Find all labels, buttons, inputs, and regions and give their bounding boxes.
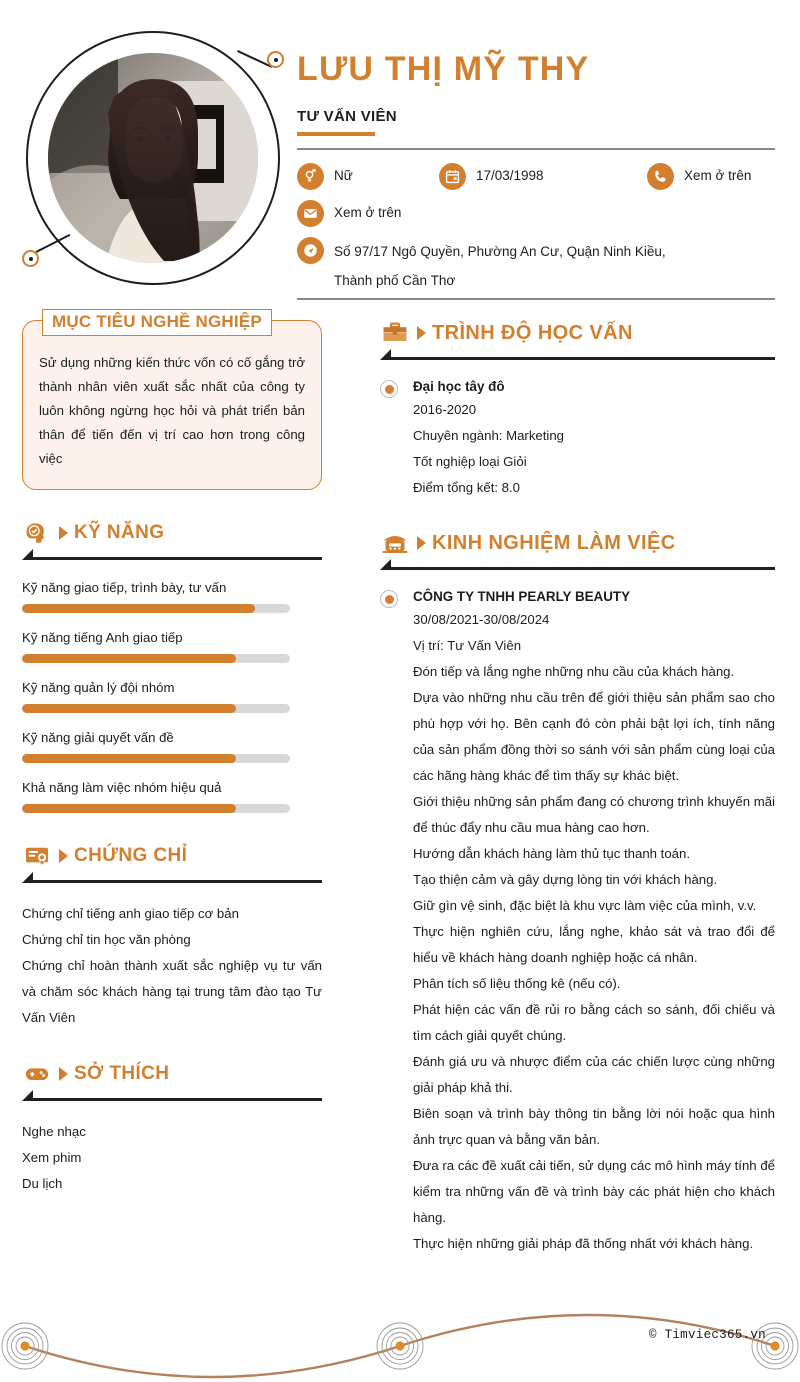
career-objective-title: MỤC TIÊU NGHỀ NGHIỆP xyxy=(42,309,272,336)
contact-gender xyxy=(297,163,439,190)
experience-position: Vị trí: Tư Vấn Viên xyxy=(413,638,522,653)
header-divider xyxy=(297,148,775,150)
skill-item xyxy=(22,630,322,663)
experience-duty: Hướng dẫn khách hàng làm thủ tục thanh toán. xyxy=(413,846,691,861)
page-title: LƯU THỊ MỸ THY xyxy=(297,50,590,88)
contact-phone[interactable] xyxy=(647,163,751,190)
rule-bar xyxy=(390,567,775,570)
skills-head-icon xyxy=(22,520,52,546)
career-objective-box xyxy=(22,320,322,490)
list-item: Nghe nhạc xyxy=(22,1124,86,1139)
list-item: Chứng chỉ tiếng anh giao tiếp cơ bản xyxy=(22,906,239,921)
certificates-rule xyxy=(22,873,322,886)
hobbies-list xyxy=(22,1119,322,1197)
experience-duty: Thực hiện những giải pháp đã thống nhất với khách hàng. xyxy=(413,1236,754,1251)
cv-footer xyxy=(0,1302,800,1382)
experience-duty: Thực hiện nghiên cứu, lắng nghe, khảo sát và trao đổi để hiểu về khách hàng doanh nghiệp hoặc cá nhân. xyxy=(413,924,775,965)
avatar xyxy=(22,27,284,289)
experience-duty: Phát hiện các vấn đề rủi ro bằng cách so sánh, đối chiếu và tìm cách giải quyết chúng. xyxy=(413,1002,775,1043)
skill-item xyxy=(22,780,322,813)
skill-track xyxy=(22,604,290,613)
education-detail: Điểm tổng kết: 8.0 xyxy=(413,480,521,495)
skill-fill xyxy=(22,754,236,763)
skill-track xyxy=(22,754,290,763)
education-entry xyxy=(380,377,775,501)
experience-duty: Tạo thiện cảm và gây dựng lòng tin với khách hàng. xyxy=(413,872,718,887)
certificates-section xyxy=(22,841,322,1031)
contact-address xyxy=(297,237,666,295)
title-underline xyxy=(297,132,375,136)
footer-wave-decoration xyxy=(0,1302,800,1382)
skills-title: KỸ NĂNG xyxy=(74,522,165,543)
skill-track xyxy=(22,704,290,713)
experience-head-icon xyxy=(380,530,410,556)
experience-section xyxy=(380,528,775,1257)
certificate-head-icon xyxy=(22,843,52,869)
certificates-arrow-icon xyxy=(59,849,68,863)
experience-duty: Dựa vào những nhu cầu trên để giới thiệu sản phẩm sao cho phù hợp với họ. Bên cạnh đó còn phải bật lợi ích, tính năng của sản phẩm đồng thời so sánh với sản phẩm cùng loại của các hãng hàng khác để tìm thấy sự khác biệt. xyxy=(413,690,775,783)
skill-label: Kỹ năng giao tiếp, trình bày, tư vấn xyxy=(22,580,227,595)
hobby-head-icon xyxy=(22,1061,52,1087)
career-objective-text: Sử dụng những kiến thức vốn có cố gắng trở thành nhân viên xuất sắc nhất của công ty luôn không ngừng học hỏi và phát triển bản thân để tiến đến vị trí cao hơn trong công việc xyxy=(39,355,305,466)
skill-fill xyxy=(22,654,236,663)
education-detail: Tốt nghiệp loại Giỏi xyxy=(413,454,527,469)
avatar-node-bottom-icon xyxy=(22,250,39,267)
hobbies-arrow-icon xyxy=(59,1067,68,1081)
hobbies-title: SỞ THÍCH xyxy=(74,1063,170,1084)
education-detail: Chuyên ngành: Marketing xyxy=(413,428,565,443)
skill-item xyxy=(22,730,322,763)
experience-title: KINH NGHIỆM LÀM VIỆC xyxy=(432,531,676,554)
skill-label: Kỹ năng quản lý đội nhóm xyxy=(22,680,175,695)
bullet-icon xyxy=(380,590,398,608)
list-item: Du lịch xyxy=(22,1176,63,1191)
header-text-block xyxy=(297,0,775,305)
experience-rule xyxy=(380,560,775,573)
rule-bar xyxy=(32,557,322,560)
experience-duty: Phân tích số liệu thống kê (nếu có). xyxy=(413,976,621,991)
address-line-2: Thành phố Cần Thơ xyxy=(334,272,456,288)
skill-label: Kỹ năng tiếng Anh giao tiếp xyxy=(22,630,183,645)
phone-icon xyxy=(647,163,674,190)
job-title: TƯ VẤN VIÊN xyxy=(297,107,397,125)
career-objective-section xyxy=(22,312,322,490)
experience-duty: Đánh giá ưu và nhược điểm của các chiến lược cùng những giải pháp khả thi. xyxy=(413,1054,775,1095)
right-column xyxy=(380,318,775,1257)
cv-header xyxy=(0,0,800,300)
address-value xyxy=(334,237,666,295)
experience-arrow-icon xyxy=(417,536,426,550)
skills-rule xyxy=(22,550,322,563)
list-item: Chứng chỉ hoàn thành xuất sắc nghiệp vụ tư vấn và chăm sóc khách hàng tại trung tâm đào tạo Tư Vấn Viên xyxy=(22,958,322,1025)
avatar-node-top-icon xyxy=(267,51,284,68)
hobbies-section xyxy=(22,1059,322,1197)
copyright-text: © Timviec365.vn xyxy=(648,1328,766,1342)
briefcase-icon xyxy=(380,320,410,346)
list-item: Xem phim xyxy=(22,1150,82,1165)
skill-label: Kỹ năng giải quyết vấn đề xyxy=(22,730,174,745)
skill-item xyxy=(22,580,322,613)
education-section xyxy=(380,318,775,501)
contact-dob xyxy=(439,163,647,190)
experience-duty: Giữ gìn vệ sinh, đặc biệt là khu vực làm việc của mình, v.v. xyxy=(413,898,757,913)
experience-entry xyxy=(380,587,775,1257)
avatar-photo xyxy=(48,53,258,263)
education-school: Đại học tây đô xyxy=(413,379,505,394)
skills-section xyxy=(22,518,322,813)
education-rule xyxy=(380,350,775,363)
education-title: TRÌNH ĐỘ HỌC VẤN xyxy=(432,321,633,344)
skill-track xyxy=(22,804,290,813)
contact-info xyxy=(297,163,775,295)
skill-fill xyxy=(22,604,255,613)
email-icon xyxy=(297,200,324,227)
experience-duty: Đưa ra các đề xuất cải tiến, sử dụng các mô hình máy tính để kiểm tra những vấn đề và trình bày các phát hiện cho khách hàng. xyxy=(413,1158,775,1225)
experience-company: CÔNG TY TNHH PEARLY BEAUTY xyxy=(413,589,631,604)
calendar-icon xyxy=(439,163,466,190)
skill-label: Khả năng làm việc nhóm hiệu quả xyxy=(22,780,222,795)
email-value: Xem ở trên xyxy=(334,204,402,220)
certificates-title: CHỨNG CHỈ xyxy=(74,845,188,866)
rule-bar xyxy=(390,357,775,360)
skill-track xyxy=(22,654,290,663)
gender-value: Nữ xyxy=(334,167,353,183)
education-detail: 2016-2020 xyxy=(413,402,477,417)
dob-value: 17/03/1998 xyxy=(476,167,544,183)
gender-icon xyxy=(297,163,324,190)
skills-arrow-icon xyxy=(59,526,68,540)
experience-duty: Biên soạn và trình bày thông tin bằng lời nói hoặc qua hình ảnh trực quan và bằng văn bản. xyxy=(413,1106,775,1147)
contact-email[interactable] xyxy=(297,200,401,227)
skill-fill xyxy=(22,804,236,813)
phone-value: Xem ở trên xyxy=(684,167,752,183)
bullet-icon xyxy=(380,380,398,398)
location-icon xyxy=(297,237,324,264)
address-line-1: Số 97/17 Ngô Quyền, Phường An Cư, Quận Ninh Kiều, xyxy=(334,243,666,259)
certificates-list xyxy=(22,901,322,1031)
left-column xyxy=(22,312,322,1197)
header-bottom-divider xyxy=(297,298,775,300)
experience-duty: Giới thiệu những sản phẩm đang có chương trình khuyến mãi để thúc đẩy nhu cầu mua hàng cao hơn. xyxy=(413,794,775,835)
hobbies-rule xyxy=(22,1091,322,1104)
rule-bar xyxy=(32,880,322,883)
skill-fill xyxy=(22,704,236,713)
skill-item xyxy=(22,680,322,713)
skills-list xyxy=(22,580,322,813)
experience-period: 30/08/2021-30/08/2024 xyxy=(413,612,550,627)
list-item: Chứng chỉ tin học văn phòng xyxy=(22,932,191,947)
experience-duty: Đón tiếp và lắng nghe những nhu cầu của khách hàng. xyxy=(413,664,735,679)
education-arrow-icon xyxy=(417,326,426,340)
rule-bar xyxy=(32,1098,322,1101)
